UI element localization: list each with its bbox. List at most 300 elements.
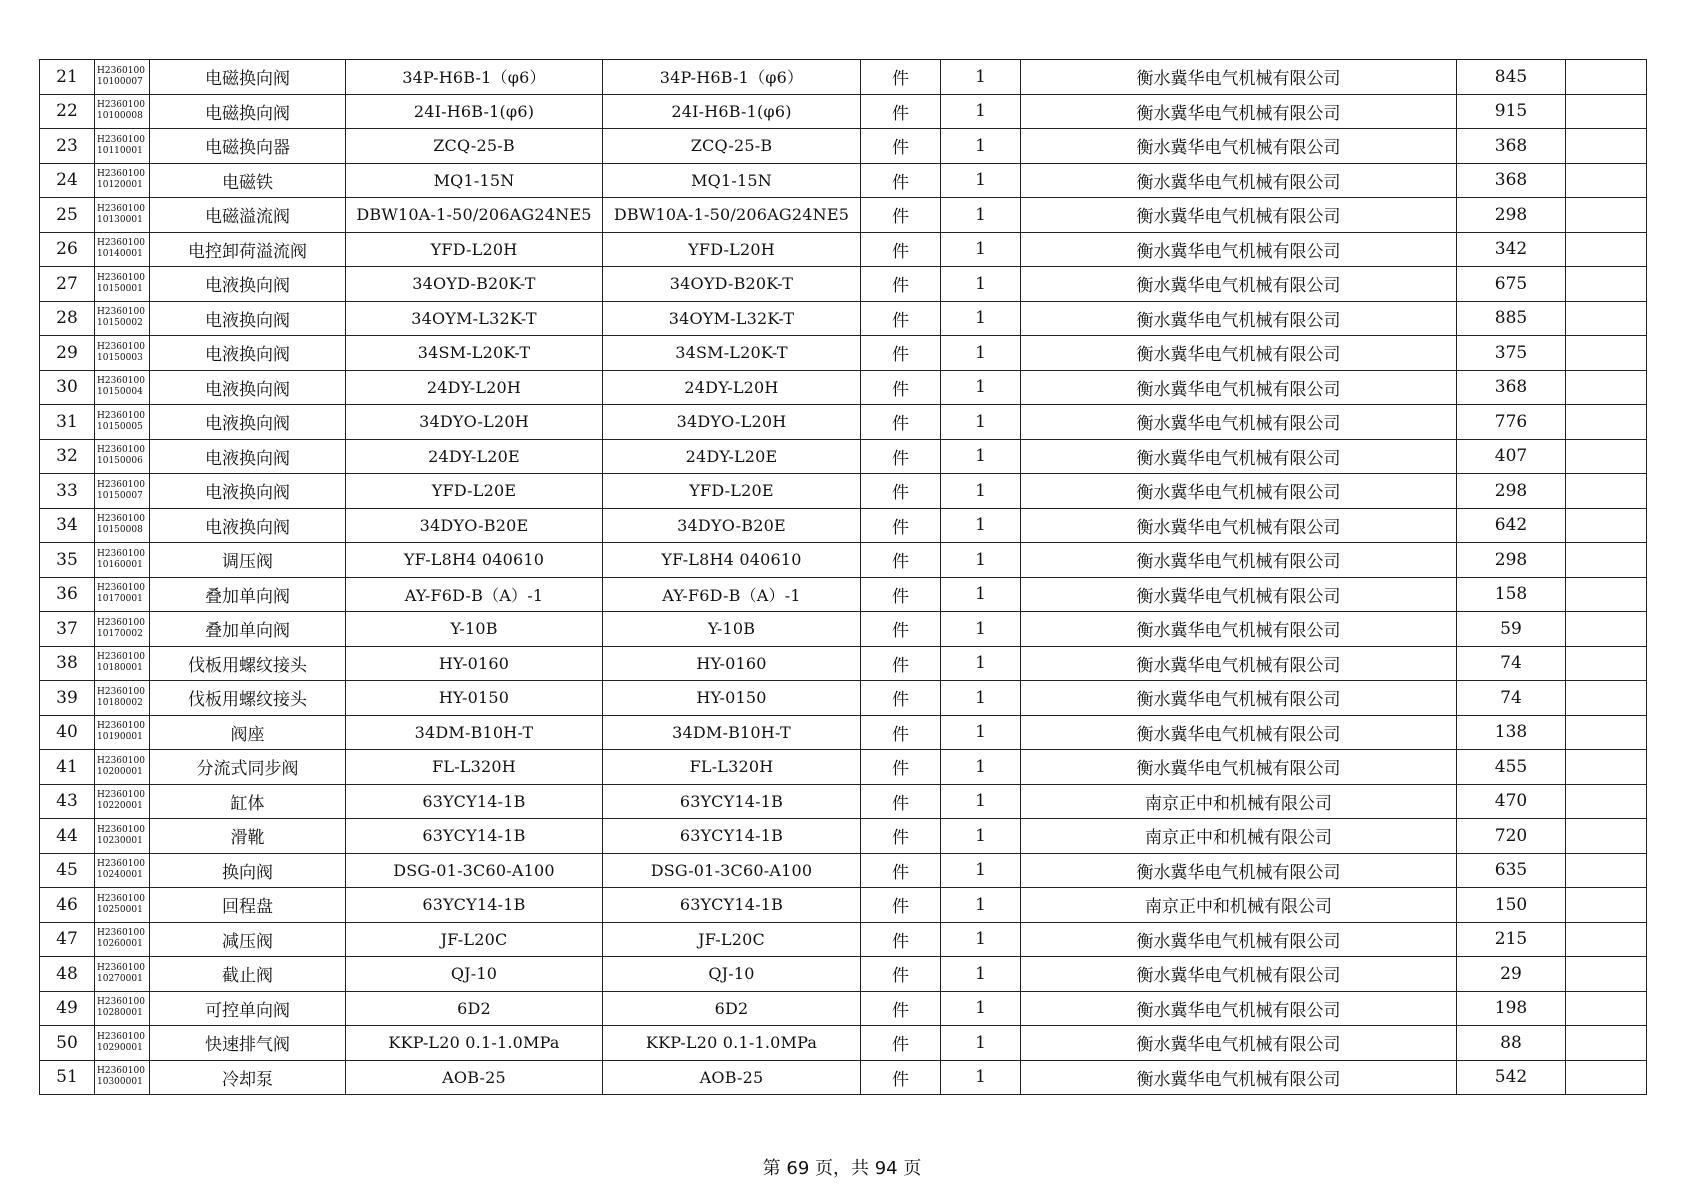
item-name-cell: 可控单向阀	[150, 991, 346, 1026]
unit-cell: 件	[861, 94, 941, 129]
table-row	[40, 129, 1647, 164]
material-code-cell	[95, 301, 150, 336]
model-cell: QJ-10	[603, 957, 861, 992]
material-code-cell	[95, 94, 150, 129]
specification-cell: MQ1-15N	[346, 163, 603, 198]
supplier-cell: 衡水冀华电气机械有限公司	[1021, 715, 1457, 750]
table-row	[40, 646, 1647, 681]
material-code-prefix: H2360100	[97, 1066, 145, 1077]
item-name-cell: 电液换向阀	[150, 405, 346, 440]
price-cell: 59	[1457, 612, 1566, 647]
item-name-cell: 电磁换向阀	[150, 60, 346, 95]
specification-cell: 34DYO-L20H	[346, 405, 603, 440]
quantity-cell: 1	[941, 129, 1021, 164]
table-row	[40, 267, 1647, 302]
table-row	[40, 508, 1647, 543]
row-number-cell: 46	[40, 888, 95, 923]
table-row	[40, 577, 1647, 612]
item-name-cell: 快速排气阀	[150, 1026, 346, 1061]
material-code-suffix: 10170002	[97, 628, 143, 639]
material-code-cell	[95, 784, 150, 819]
material-code-suffix: 10300001	[97, 1077, 143, 1088]
price-cell: 158	[1457, 577, 1566, 612]
material-code-prefix: H2360100	[97, 790, 145, 801]
price-cell: 88	[1457, 1026, 1566, 1061]
item-name-cell: 阀座	[150, 715, 346, 750]
unit-cell: 件	[861, 405, 941, 440]
model-cell: DBW10A-1-50/206AG24NE5	[603, 198, 861, 233]
unit-cell: 件	[861, 750, 941, 785]
model-cell: 34DYO-L20H	[603, 405, 861, 440]
table-row	[40, 232, 1647, 267]
supplier-cell: 衡水冀华电气机械有限公司	[1021, 922, 1457, 957]
material-code-prefix: H2360100	[97, 514, 145, 525]
row-number-cell: 34	[40, 508, 95, 543]
model-cell: HY-0160	[603, 646, 861, 681]
material-code-prefix: H2360100	[97, 479, 145, 490]
price-cell: 470	[1457, 784, 1566, 819]
material-code-suffix: 10150003	[97, 352, 143, 363]
unit-cell: 件	[861, 232, 941, 267]
unit-cell: 件	[861, 991, 941, 1026]
specification-cell: FL-L320H	[346, 750, 603, 785]
price-cell: 375	[1457, 336, 1566, 371]
specification-cell: 24DY-L20E	[346, 439, 603, 474]
quantity-cell: 1	[941, 715, 1021, 750]
row-number-cell: 37	[40, 612, 95, 647]
specification-cell: 34OYD-B20K-T	[346, 267, 603, 302]
material-code-suffix: 10110001	[97, 145, 143, 156]
unit-cell: 件	[861, 439, 941, 474]
specification-cell: AOB-25	[346, 1060, 603, 1095]
unit-cell: 件	[861, 715, 941, 750]
quantity-cell: 1	[941, 1026, 1021, 1061]
parts-price-table	[39, 59, 1647, 1095]
price-cell: 885	[1457, 301, 1566, 336]
supplier-cell: 衡水冀华电气机械有限公司	[1021, 60, 1457, 95]
row-number-cell: 48	[40, 957, 95, 992]
remark-cell	[1566, 991, 1647, 1026]
quantity-cell: 1	[941, 681, 1021, 716]
remark-cell	[1566, 129, 1647, 164]
quantity-cell: 1	[941, 370, 1021, 405]
specification-cell: AY-F6D-B（A）-1	[346, 577, 603, 612]
material-code-suffix: 10280001	[97, 1008, 143, 1019]
table-row	[40, 94, 1647, 129]
item-name-cell: 换向阀	[150, 853, 346, 888]
price-cell: 29	[1457, 957, 1566, 992]
quantity-cell: 1	[941, 612, 1021, 647]
item-name-cell: 缸体	[150, 784, 346, 819]
material-code-prefix: H2360100	[97, 100, 145, 111]
model-cell: ZCQ-25-B	[603, 129, 861, 164]
material-code-suffix: 10120001	[97, 180, 143, 191]
table-row	[40, 370, 1647, 405]
table-row	[40, 474, 1647, 509]
specification-cell: ZCQ-25-B	[346, 129, 603, 164]
supplier-cell: 衡水冀华电气机械有限公司	[1021, 474, 1457, 509]
quantity-cell: 1	[941, 957, 1021, 992]
material-code-prefix: H2360100	[97, 997, 145, 1008]
material-code-prefix: H2360100	[97, 928, 145, 939]
unit-cell: 件	[861, 198, 941, 233]
material-code-cell	[95, 646, 150, 681]
row-number-cell: 24	[40, 163, 95, 198]
supplier-cell: 衡水冀华电气机械有限公司	[1021, 94, 1457, 129]
material-code-cell	[95, 198, 150, 233]
table-row	[40, 60, 1647, 95]
unit-cell: 件	[861, 1060, 941, 1095]
quantity-cell: 1	[941, 474, 1021, 509]
item-name-cell: 滑靴	[150, 819, 346, 854]
item-name-cell: 冷却泵	[150, 1060, 346, 1095]
model-cell: FL-L320H	[603, 750, 861, 785]
price-cell: 74	[1457, 646, 1566, 681]
specification-cell: 34SM-L20K-T	[346, 336, 603, 371]
price-cell: 642	[1457, 508, 1566, 543]
remark-cell	[1566, 94, 1647, 129]
price-cell: 74	[1457, 681, 1566, 716]
supplier-cell: 衡水冀华电气机械有限公司	[1021, 508, 1457, 543]
material-code-cell	[95, 508, 150, 543]
table-row	[40, 1060, 1647, 1095]
model-cell: 34P-H6B-1（φ6）	[603, 60, 861, 95]
row-number-cell: 25	[40, 198, 95, 233]
material-code-prefix: H2360100	[97, 445, 145, 456]
quantity-cell: 1	[941, 336, 1021, 371]
price-cell: 675	[1457, 267, 1566, 302]
quantity-cell: 1	[941, 94, 1021, 129]
material-code-prefix: H2360100	[97, 169, 145, 180]
quantity-cell: 1	[941, 853, 1021, 888]
remark-cell	[1566, 888, 1647, 923]
supplier-cell: 衡水冀华电气机械有限公司	[1021, 163, 1457, 198]
item-name-cell: 电液换向阀	[150, 370, 346, 405]
unit-cell: 件	[861, 267, 941, 302]
quantity-cell: 1	[941, 439, 1021, 474]
material-code-cell	[95, 750, 150, 785]
item-name-cell: 分流式同步阀	[150, 750, 346, 785]
remark-cell	[1566, 508, 1647, 543]
model-cell: 24DY-L20E	[603, 439, 861, 474]
supplier-cell: 衡水冀华电气机械有限公司	[1021, 681, 1457, 716]
quantity-cell: 1	[941, 646, 1021, 681]
remark-cell	[1566, 267, 1647, 302]
material-code-prefix: H2360100	[97, 65, 145, 76]
price-cell: 138	[1457, 715, 1566, 750]
material-code-cell	[95, 577, 150, 612]
remark-cell	[1566, 439, 1647, 474]
quantity-cell: 1	[941, 508, 1021, 543]
unit-cell: 件	[861, 60, 941, 95]
supplier-cell: 衡水冀华电气机械有限公司	[1021, 750, 1457, 785]
specification-cell: Y-10B	[346, 612, 603, 647]
table-row	[40, 715, 1647, 750]
table-row	[40, 301, 1647, 336]
material-code-prefix: H2360100	[97, 272, 145, 283]
unit-cell: 件	[861, 163, 941, 198]
item-name-cell: 减压阀	[150, 922, 346, 957]
model-cell: 34OYM-L32K-T	[603, 301, 861, 336]
remark-cell	[1566, 853, 1647, 888]
price-cell: 150	[1457, 888, 1566, 923]
model-cell: YF-L8H4 040610	[603, 543, 861, 578]
price-cell: 407	[1457, 439, 1566, 474]
row-number-cell: 22	[40, 94, 95, 129]
row-number-cell: 21	[40, 60, 95, 95]
price-cell: 298	[1457, 198, 1566, 233]
quantity-cell: 1	[941, 922, 1021, 957]
item-name-cell: 电控卸荷溢流阀	[150, 232, 346, 267]
material-code-suffix: 10150004	[97, 387, 143, 398]
item-name-cell: 电液换向阀	[150, 336, 346, 371]
unit-cell: 件	[861, 474, 941, 509]
remark-cell	[1566, 198, 1647, 233]
material-code-suffix: 10130001	[97, 214, 143, 225]
unit-cell: 件	[861, 922, 941, 957]
row-number-cell: 36	[40, 577, 95, 612]
material-code-cell	[95, 129, 150, 164]
quantity-cell: 1	[941, 543, 1021, 578]
model-cell: Y-10B	[603, 612, 861, 647]
specification-cell: DSG-01-3C60-A100	[346, 853, 603, 888]
material-code-suffix: 10180001	[97, 663, 143, 674]
item-name-cell: 伐板用螺纹接头	[150, 646, 346, 681]
row-number-cell: 28	[40, 301, 95, 336]
table-row	[40, 750, 1647, 785]
model-cell: 34SM-L20K-T	[603, 336, 861, 371]
remark-cell	[1566, 163, 1647, 198]
material-code-prefix: H2360100	[97, 583, 145, 594]
supplier-cell: 衡水冀华电气机械有限公司	[1021, 1060, 1457, 1095]
item-name-cell: 叠加单向阀	[150, 577, 346, 612]
specification-cell: 24DY-L20H	[346, 370, 603, 405]
specification-cell: 34DM-B10H-T	[346, 715, 603, 750]
row-number-cell: 30	[40, 370, 95, 405]
price-cell: 368	[1457, 129, 1566, 164]
unit-cell: 件	[861, 888, 941, 923]
specification-cell: QJ-10	[346, 957, 603, 992]
specification-cell: 34P-H6B-1（φ6）	[346, 60, 603, 95]
supplier-cell: 衡水冀华电气机械有限公司	[1021, 129, 1457, 164]
material-code-cell	[95, 267, 150, 302]
material-code-prefix: H2360100	[97, 824, 145, 835]
material-code-cell	[95, 819, 150, 854]
remark-cell	[1566, 232, 1647, 267]
table-row	[40, 819, 1647, 854]
remark-cell	[1566, 715, 1647, 750]
quantity-cell: 1	[941, 577, 1021, 612]
quantity-cell: 1	[941, 267, 1021, 302]
unit-cell: 件	[861, 508, 941, 543]
model-cell: DSG-01-3C60-A100	[603, 853, 861, 888]
remark-cell	[1566, 750, 1647, 785]
unit-cell: 件	[861, 129, 941, 164]
material-code-suffix: 10180002	[97, 697, 143, 708]
supplier-cell: 衡水冀华电气机械有限公司	[1021, 439, 1457, 474]
specification-cell: JF-L20C	[346, 922, 603, 957]
price-cell: 368	[1457, 370, 1566, 405]
specification-cell: YF-L8H4 040610	[346, 543, 603, 578]
material-code-suffix: 10220001	[97, 801, 143, 812]
row-number-cell: 45	[40, 853, 95, 888]
quantity-cell: 1	[941, 198, 1021, 233]
table-row	[40, 612, 1647, 647]
material-code-cell	[95, 405, 150, 440]
row-number-cell: 40	[40, 715, 95, 750]
quantity-cell: 1	[941, 888, 1021, 923]
model-cell: AOB-25	[603, 1060, 861, 1095]
material-code-suffix: 10190001	[97, 732, 143, 743]
specification-cell: 6D2	[346, 991, 603, 1026]
remark-cell	[1566, 922, 1647, 957]
material-code-suffix: 10150007	[97, 490, 143, 501]
item-name-cell: 电磁换向器	[150, 129, 346, 164]
table-row	[40, 336, 1647, 371]
supplier-cell: 衡水冀华电气机械有限公司	[1021, 612, 1457, 647]
material-code-prefix: H2360100	[97, 893, 145, 904]
table-row	[40, 163, 1647, 198]
material-code-suffix: 10150008	[97, 525, 143, 536]
price-cell: 635	[1457, 853, 1566, 888]
model-cell: KKP-L20 0.1-1.0MPa	[603, 1026, 861, 1061]
material-code-cell	[95, 60, 150, 95]
material-code-prefix: H2360100	[97, 755, 145, 766]
material-code-prefix: H2360100	[97, 203, 145, 214]
table-row	[40, 1026, 1647, 1061]
price-cell: 298	[1457, 543, 1566, 578]
material-code-suffix: 10100007	[97, 76, 143, 87]
row-number-cell: 38	[40, 646, 95, 681]
material-code-prefix: H2360100	[97, 721, 145, 732]
row-number-cell: 49	[40, 991, 95, 1026]
material-code-prefix: H2360100	[97, 617, 145, 628]
material-code-prefix: H2360100	[97, 410, 145, 421]
table-row	[40, 543, 1647, 578]
remark-cell	[1566, 60, 1647, 95]
remark-cell	[1566, 646, 1647, 681]
specification-cell: 34OYM-L32K-T	[346, 301, 603, 336]
specification-cell: HY-0150	[346, 681, 603, 716]
remark-cell	[1566, 336, 1647, 371]
material-code-cell	[95, 370, 150, 405]
table-row	[40, 198, 1647, 233]
table-row	[40, 784, 1647, 819]
item-name-cell: 伐板用螺纹接头	[150, 681, 346, 716]
material-code-cell	[95, 888, 150, 923]
quantity-cell: 1	[941, 405, 1021, 440]
material-code-suffix: 10250001	[97, 904, 143, 915]
item-name-cell: 电磁铁	[150, 163, 346, 198]
unit-cell: 件	[861, 612, 941, 647]
row-number-cell: 27	[40, 267, 95, 302]
material-code-prefix: H2360100	[97, 307, 145, 318]
price-cell: 845	[1457, 60, 1566, 95]
model-cell: 63YCY14-1B	[603, 784, 861, 819]
supplier-cell: 衡水冀华电气机械有限公司	[1021, 543, 1457, 578]
row-number-cell: 47	[40, 922, 95, 957]
page-number-footer: 第 69 页，共 94 页	[762, 1158, 922, 1179]
remark-cell	[1566, 370, 1647, 405]
material-code-prefix: H2360100	[97, 134, 145, 145]
supplier-cell: 南京正中和机械有限公司	[1021, 888, 1457, 923]
material-code-prefix: H2360100	[97, 859, 145, 870]
quantity-cell: 1	[941, 819, 1021, 854]
price-cell: 298	[1457, 474, 1566, 509]
model-cell: AY-F6D-B（A）-1	[603, 577, 861, 612]
price-cell: 915	[1457, 94, 1566, 129]
model-cell: JF-L20C	[603, 922, 861, 957]
unit-cell: 件	[861, 853, 941, 888]
unit-cell: 件	[861, 819, 941, 854]
item-name-cell: 叠加单向阀	[150, 612, 346, 647]
supplier-cell: 衡水冀华电气机械有限公司	[1021, 646, 1457, 681]
table-row	[40, 439, 1647, 474]
material-code-suffix: 10150001	[97, 283, 143, 294]
row-number-cell: 31	[40, 405, 95, 440]
specification-cell: 63YCY14-1B	[346, 784, 603, 819]
quantity-cell: 1	[941, 784, 1021, 819]
remark-cell	[1566, 577, 1647, 612]
supplier-cell: 衡水冀华电气机械有限公司	[1021, 1026, 1457, 1061]
row-number-cell: 32	[40, 439, 95, 474]
table-row	[40, 853, 1647, 888]
supplier-cell: 衡水冀华电气机械有限公司	[1021, 232, 1457, 267]
material-code-cell	[95, 681, 150, 716]
row-number-cell: 26	[40, 232, 95, 267]
row-number-cell: 29	[40, 336, 95, 371]
material-code-suffix: 10290001	[97, 1042, 143, 1053]
supplier-cell: 衡水冀华电气机械有限公司	[1021, 957, 1457, 992]
unit-cell: 件	[861, 646, 941, 681]
material-code-cell	[95, 474, 150, 509]
item-name-cell: 电液换向阀	[150, 474, 346, 509]
row-number-cell: 51	[40, 1060, 95, 1095]
unit-cell: 件	[861, 957, 941, 992]
item-name-cell: 电磁换向阀	[150, 94, 346, 129]
material-code-cell	[95, 715, 150, 750]
model-cell: HY-0150	[603, 681, 861, 716]
specification-cell: HY-0160	[346, 646, 603, 681]
remark-cell	[1566, 301, 1647, 336]
quantity-cell: 1	[941, 163, 1021, 198]
unit-cell: 件	[861, 370, 941, 405]
material-code-prefix: H2360100	[97, 376, 145, 387]
material-code-prefix: H2360100	[97, 548, 145, 559]
remark-cell	[1566, 1060, 1647, 1095]
specification-cell: KKP-L20 0.1-1.0MPa	[346, 1026, 603, 1061]
supplier-cell: 南京正中和机械有限公司	[1021, 784, 1457, 819]
supplier-cell: 衡水冀华电气机械有限公司	[1021, 853, 1457, 888]
material-code-prefix: H2360100	[97, 341, 145, 352]
model-cell: YFD-L20H	[603, 232, 861, 267]
material-code-prefix: H2360100	[97, 238, 145, 249]
remark-cell	[1566, 819, 1647, 854]
table-row	[40, 681, 1647, 716]
price-cell: 455	[1457, 750, 1566, 785]
item-name-cell: 电液换向阀	[150, 508, 346, 543]
quantity-cell: 1	[941, 60, 1021, 95]
specification-cell: YFD-L20E	[346, 474, 603, 509]
model-cell: 24DY-L20H	[603, 370, 861, 405]
remark-cell	[1566, 957, 1647, 992]
unit-cell: 件	[861, 784, 941, 819]
material-code-suffix: 10100008	[97, 111, 143, 122]
specification-cell: YFD-L20H	[346, 232, 603, 267]
material-code-cell	[95, 1026, 150, 1061]
material-code-suffix: 10240001	[97, 870, 143, 881]
supplier-cell: 衡水冀华电气机械有限公司	[1021, 198, 1457, 233]
